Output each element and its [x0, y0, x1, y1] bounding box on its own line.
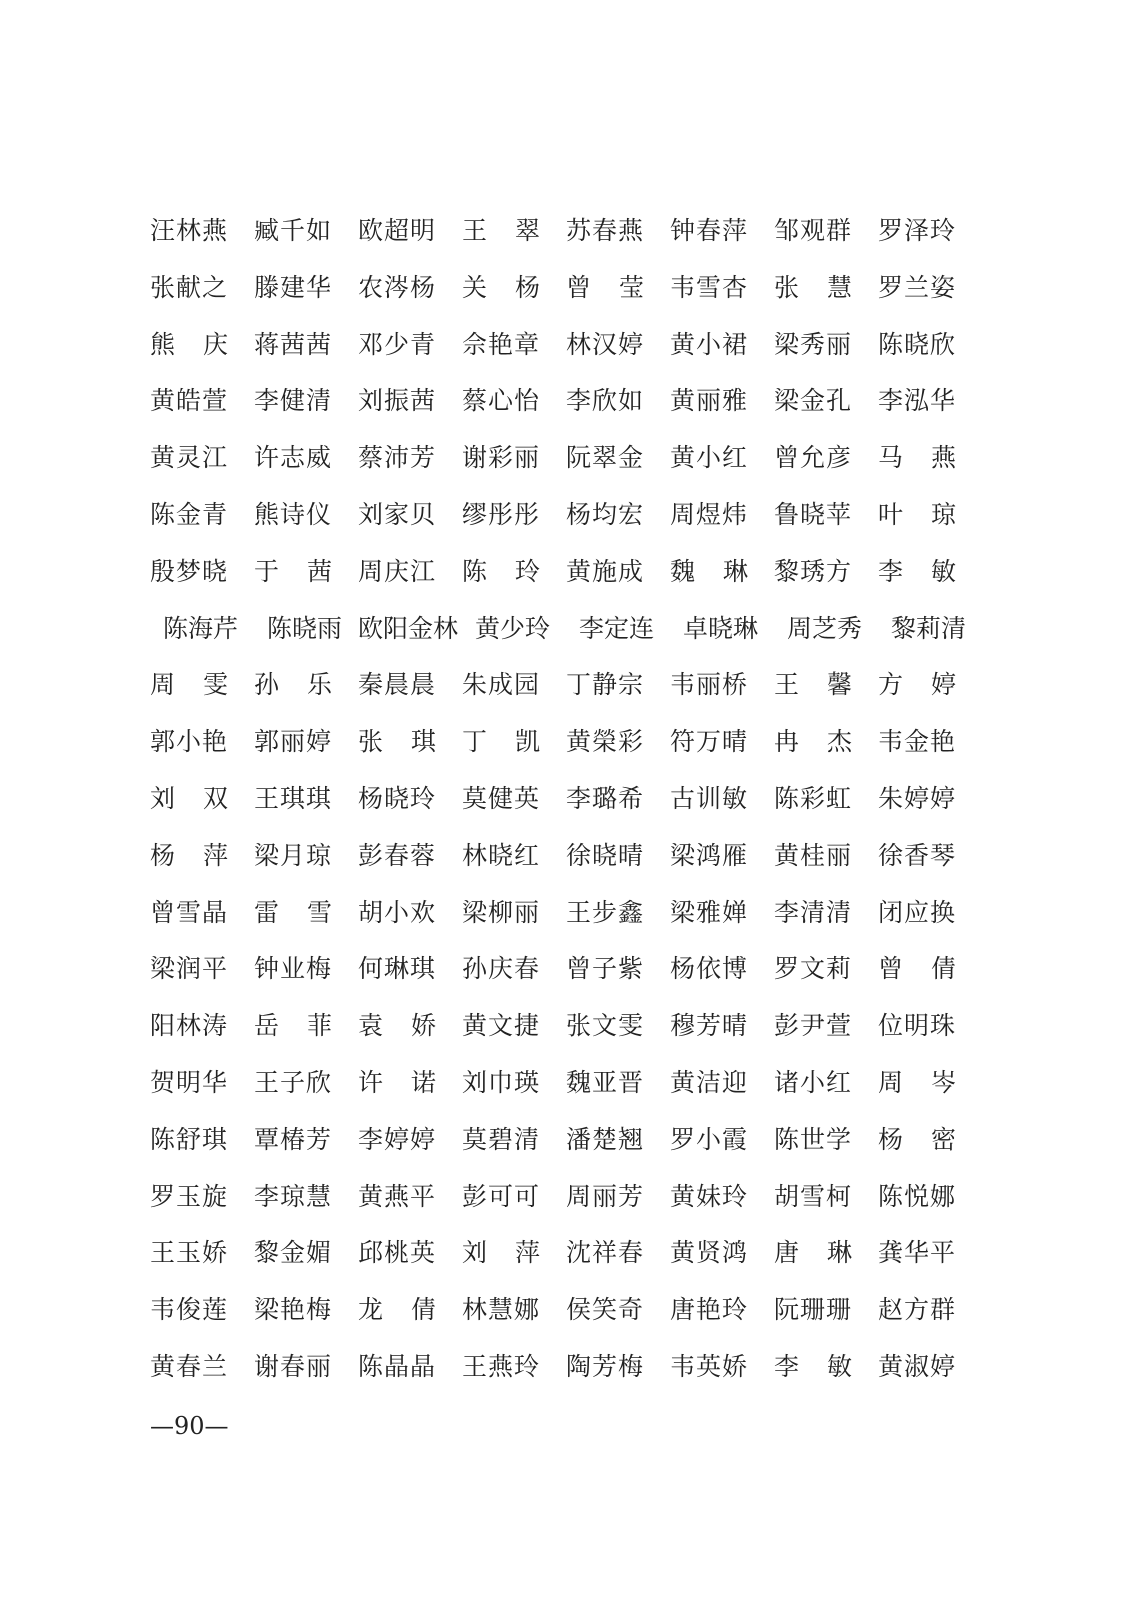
name-entry: 罗兰姿	[878, 272, 957, 302]
name-entry: 臧千如	[254, 216, 333, 245]
name-entry: 林汉婷	[566, 329, 645, 359]
name-row	[150, 831, 980, 888]
name-row	[150, 1342, 980, 1399]
name-entry: 符万晴	[670, 727, 749, 757]
name-entry: 胡雪柯	[774, 1181, 853, 1211]
name-entry: 丁静宗	[566, 670, 645, 700]
name-row	[150, 1172, 980, 1229]
name-entry: 何琳琪	[358, 954, 437, 984]
name-row	[150, 490, 980, 547]
name-entry: 李定连	[579, 613, 655, 643]
name-entry: 朱成园	[462, 670, 541, 700]
name-entry: 谢彩丽	[462, 443, 541, 473]
name-entry: 王琪琪	[254, 783, 333, 813]
name-entry: 熊 庆	[150, 329, 228, 359]
name-entry: 陈金青	[150, 499, 229, 529]
name-entry: 潘楚翘	[566, 1124, 645, 1154]
name-row	[150, 1001, 980, 1058]
name-entry: 陈晶晶	[358, 1351, 437, 1381]
name-entry: 黎莉清	[891, 613, 967, 643]
name-entry: 刘振茜	[358, 386, 437, 416]
name-entry: 梁鸿雁	[670, 840, 749, 870]
name-entry: 梁金孔	[774, 386, 853, 416]
name-entry: 侯笑奇	[566, 1295, 645, 1325]
name-entry: 唐 琳	[774, 1238, 852, 1268]
name-entry: 王燕玲	[462, 1351, 541, 1381]
name-entry: 诸小红	[774, 1067, 853, 1097]
name-entry: 杨均宏	[566, 499, 645, 529]
name-entry: 阮珊珊	[774, 1295, 853, 1325]
name-entry: 穆芳晴	[670, 1011, 749, 1041]
name-entry: 林晓红	[462, 840, 541, 870]
name-entry: 张文雯	[566, 1011, 645, 1041]
name-entry: 鲁晓苹	[774, 499, 853, 529]
name-entry: 张 琪	[358, 727, 436, 757]
name-row	[150, 604, 980, 661]
name-entry: 雷 雪	[254, 897, 332, 927]
name-entry: 周丽芳	[566, 1181, 645, 1211]
name-entry: 闭应换	[878, 897, 957, 927]
name-entry: 韦俊莲	[150, 1295, 229, 1325]
name-entry: 黄春兰	[150, 1351, 229, 1381]
name-entry: 朱婷婷	[878, 783, 957, 813]
name-entry: 莫健英	[462, 783, 541, 813]
name-entry: 杨依博	[670, 954, 749, 984]
name-row	[150, 1228, 980, 1285]
name-entry: 梁柳丽	[462, 897, 541, 927]
name-entry: 蒋茜茜	[254, 329, 333, 359]
name-entry: 陶芳梅	[566, 1351, 645, 1381]
name-entry: 唐艳玲	[670, 1295, 749, 1325]
name-entry: 周芝秀	[787, 613, 863, 643]
name-entry: 蔡心怡	[462, 386, 541, 416]
name-entry: 李 敏	[878, 556, 956, 586]
name-entry: 黄妹玲	[670, 1181, 749, 1211]
name-entry: 许志威	[254, 443, 333, 473]
name-entry: 位明珠	[878, 1011, 957, 1041]
name-entry: 沈祥春	[566, 1238, 645, 1268]
name-entry: 张献之	[150, 272, 229, 302]
name-entry: 胡小欢	[358, 897, 437, 927]
name-entry: 张 慧	[774, 272, 852, 302]
name-entry: 许 诺	[358, 1067, 436, 1097]
name-entry: 陈世学	[774, 1124, 853, 1154]
name-entry: 林慧娜	[462, 1295, 541, 1325]
name-entry: 李婷婷	[358, 1124, 437, 1154]
name-entry: 李 敏	[774, 1351, 852, 1381]
name-entry: 徐晓晴	[566, 840, 645, 870]
name-entry: 李健清	[254, 386, 333, 416]
name-entry: 王 翠	[462, 216, 540, 245]
name-entry: 欧阳金林	[358, 613, 459, 643]
name-entry: 彭春蓉	[358, 840, 437, 870]
page-number: —90—	[150, 1412, 229, 1440]
name-entry: 孙 乐	[254, 670, 332, 700]
name-entry: 叶 琼	[878, 499, 956, 529]
name-row	[150, 717, 980, 774]
name-entry: 龙 倩	[358, 1295, 436, 1325]
name-entry: 杨 萍	[150, 840, 228, 870]
name-row	[150, 774, 980, 831]
name-entry: 黄灵江	[150, 443, 229, 473]
name-entry: 阳林涛	[150, 1011, 229, 1041]
name-entry: 梁润平	[150, 954, 229, 984]
name-entry: 熊诗仪	[254, 499, 333, 529]
name-entry: 袁 娇	[358, 1011, 436, 1041]
name-entry: 魏 琳	[670, 556, 748, 586]
name-entry: 黄榮彩	[566, 727, 645, 757]
name-entry: 苏春燕	[566, 216, 645, 245]
name-entry: 韦丽桥	[670, 670, 749, 700]
name-row	[150, 433, 980, 490]
name-entry: 邹观群	[774, 216, 853, 245]
name-entry: 岳 菲	[254, 1011, 332, 1041]
name-entry: 蔡沛芳	[358, 443, 437, 473]
name-entry: 黄文捷	[462, 1011, 541, 1041]
name-entry: 邓少青	[358, 329, 437, 359]
name-entry: 王 馨	[774, 670, 852, 700]
name-entry: 梁月琼	[254, 840, 333, 870]
name-entry: 周煜炜	[670, 499, 749, 529]
name-entry: 黎琇方	[774, 556, 853, 586]
name-entry: 阮翠金	[566, 443, 645, 473]
name-entry: 钟业梅	[254, 954, 333, 984]
name-entry: 陈晓欣	[878, 329, 957, 359]
name-entry: 周 岑	[878, 1067, 956, 1097]
name-entry: 方 婷	[878, 670, 956, 700]
name-entry: 罗泽玲	[878, 216, 957, 245]
name-entry: 于 茜	[254, 556, 332, 586]
name-entry: 黄燕平	[358, 1181, 437, 1211]
name-entry: 杨 密	[878, 1124, 956, 1154]
name-entry: 秦晨晨	[358, 670, 437, 700]
name-entry: 彭可可	[462, 1181, 541, 1211]
name-entry: 郭小艳	[150, 727, 229, 757]
name-entry: 曾 莹	[566, 272, 644, 302]
name-entry: 曾雪晶	[150, 897, 229, 927]
name-entry: 谢春丽	[254, 1351, 333, 1381]
name-entry: 刘 萍	[462, 1238, 540, 1268]
name-entry: 莫碧清	[462, 1124, 541, 1154]
name-entry: 李清清	[774, 897, 853, 927]
name-entry: 梁雅婵	[670, 897, 749, 927]
name-entry: 黄洁迎	[670, 1067, 749, 1097]
name-entry: 韦金艳	[878, 727, 957, 757]
name-entry: 罗小霞	[670, 1124, 749, 1154]
name-entry: 魏亚晋	[566, 1067, 645, 1097]
name-entry: 黄少玲	[475, 613, 551, 643]
name-entry: 王玉娇	[150, 1238, 229, 1268]
name-row	[150, 263, 980, 320]
name-entry: 欧超明	[358, 216, 437, 245]
name-entry: 农涔杨	[358, 272, 437, 302]
name-entry: 丁 凯	[462, 727, 540, 757]
name-entry: 陈悦娜	[878, 1181, 957, 1211]
name-list	[150, 206, 980, 1399]
name-entry: 徐香琴	[878, 840, 957, 870]
name-entry: 黄施成	[566, 556, 645, 586]
name-row	[150, 547, 980, 604]
name-entry: 罗玉旋	[150, 1181, 229, 1211]
name-entry: 孙庆春	[462, 954, 541, 984]
name-entry: 杨晓玲	[358, 783, 437, 813]
name-entry: 刘 双	[150, 783, 228, 813]
name-entry: 陈晓雨	[267, 613, 343, 643]
name-entry: 陈 玲	[462, 556, 540, 586]
name-row	[150, 1285, 980, 1342]
name-entry: 汪林燕	[150, 216, 229, 245]
name-entry: 李泓华	[878, 386, 957, 416]
name-row	[150, 1115, 980, 1172]
name-entry: 黄丽雅	[670, 386, 749, 416]
name-entry: 李欣如	[566, 386, 645, 416]
name-entry: 曾 倩	[878, 954, 956, 984]
name-entry: 周 雯	[150, 670, 228, 700]
name-row	[150, 660, 980, 717]
name-entry: 罗文莉	[774, 954, 853, 984]
name-entry: 贺明华	[150, 1067, 229, 1097]
name-entry: 马 燕	[878, 443, 956, 473]
name-row	[150, 888, 980, 945]
name-entry: 关 杨	[462, 272, 540, 302]
name-entry: 曾子紫	[566, 954, 645, 984]
name-entry: 卓晓琳	[683, 613, 759, 643]
name-entry: 李琼慧	[254, 1181, 333, 1211]
name-entry: 滕建华	[254, 272, 333, 302]
name-entry: 陈彩虹	[774, 783, 853, 813]
name-entry: 黄贤鸿	[670, 1238, 749, 1268]
name-entry: 缪彤彤	[462, 499, 541, 529]
name-row	[150, 320, 980, 377]
name-entry: 黄淑婷	[878, 1351, 957, 1381]
name-row	[150, 206, 980, 263]
name-entry: 黄小红	[670, 443, 749, 473]
name-entry: 佘艳章	[462, 329, 541, 359]
name-entry: 彭尹萱	[774, 1011, 853, 1041]
name-row	[150, 944, 980, 1001]
name-entry: 王子欣	[254, 1067, 333, 1097]
name-entry: 周庆江	[358, 556, 437, 586]
name-entry: 黄皓萱	[150, 386, 229, 416]
name-entry: 韦英娇	[670, 1351, 749, 1381]
name-entry: 李璐希	[566, 783, 645, 813]
name-entry: 黄桂丽	[774, 840, 853, 870]
name-entry: 郭丽婷	[254, 727, 333, 757]
name-entry: 冉 杰	[774, 727, 852, 757]
name-entry: 刘巾瑛	[462, 1067, 541, 1097]
name-entry: 梁秀丽	[774, 329, 853, 359]
name-entry: 覃椿芳	[254, 1124, 333, 1154]
name-entry: 黎金媚	[254, 1238, 333, 1268]
name-entry: 刘家贝	[358, 499, 437, 529]
name-row	[150, 1058, 980, 1115]
name-entry: 曾允彦	[774, 443, 853, 473]
name-row	[150, 376, 980, 433]
name-entry: 龚华平	[878, 1238, 957, 1268]
name-entry: 陈舒琪	[150, 1124, 229, 1154]
name-entry: 古训敏	[670, 783, 749, 813]
name-entry: 邱桃英	[358, 1238, 437, 1268]
name-entry: 黄小裙	[670, 329, 749, 359]
name-entry: 赵方群	[878, 1295, 957, 1325]
name-entry: 梁艳梅	[254, 1295, 333, 1325]
name-entry: 陈海芹	[163, 613, 239, 643]
name-entry: 殷梦晓	[150, 556, 229, 586]
name-entry: 钟春萍	[670, 216, 749, 245]
name-entry: 王步鑫	[566, 897, 645, 927]
name-entry: 韦雪杏	[670, 272, 749, 302]
